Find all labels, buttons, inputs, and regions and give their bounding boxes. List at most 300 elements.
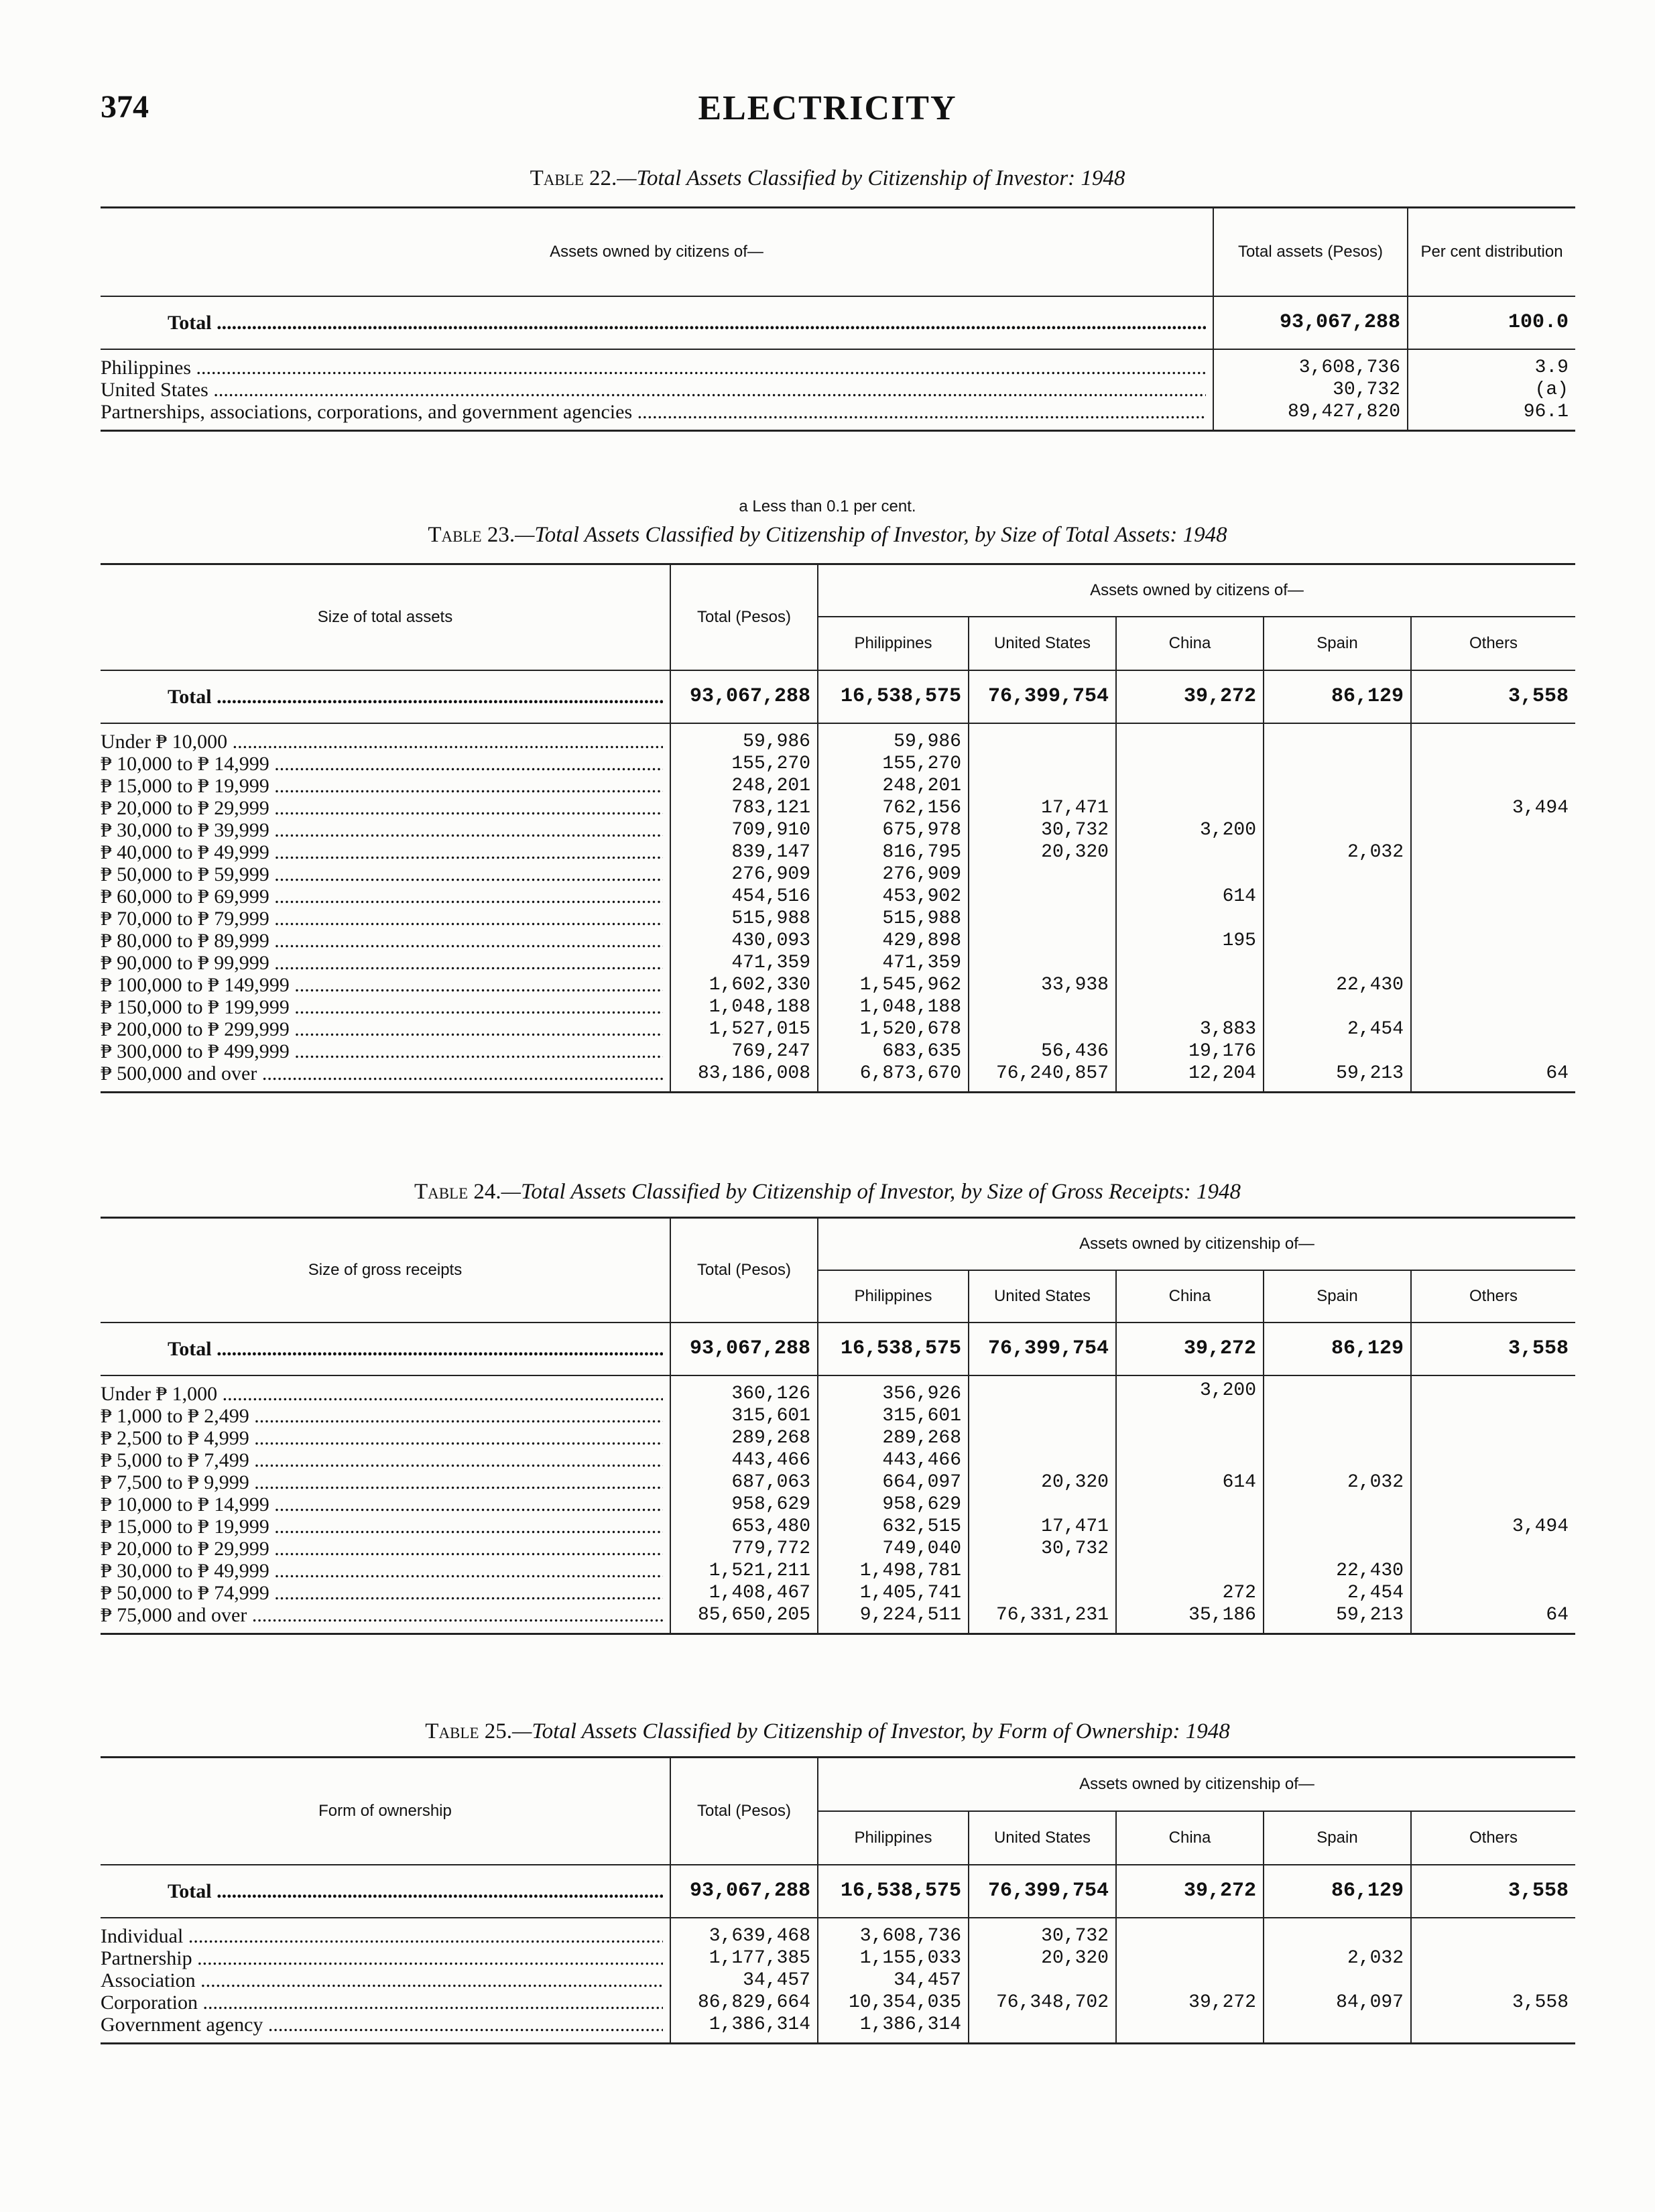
- table-row: [101, 1516, 1575, 1538]
- row-label: Partnership .....: [101, 1947, 670, 1969]
- cell: 85,650,205: [670, 1604, 818, 1634]
- cell: 59,213: [1264, 1604, 1411, 1634]
- cell: 20,320: [969, 841, 1116, 863]
- cell: 16,538,575: [818, 670, 969, 723]
- cell: [1264, 2014, 1411, 2044]
- cell: 1,048,188: [670, 996, 818, 1018]
- cell: [1264, 819, 1411, 841]
- cell: (a): [1408, 379, 1575, 401]
- cell: [1264, 723, 1411, 753]
- cell: [1116, 841, 1264, 863]
- cell: 39,272: [1116, 1323, 1264, 1375]
- col-header-philippines: Philippines: [818, 1811, 969, 1865]
- table-22-stub-header: Assets owned by citizens of—: [101, 208, 1213, 296]
- row-label: Individual .....: [101, 1918, 670, 1947]
- cell: [1116, 723, 1264, 753]
- cell: 430,093: [670, 930, 818, 952]
- row-label: ₱ 150,000 to ₱ 199,999 .....: [101, 996, 670, 1018]
- table-23-group-header: Assets owned by citizens of—: [818, 564, 1575, 617]
- table-22-title: —Total Assets Classified by Citizenship of Investor: 1948: [617, 166, 1125, 190]
- cell: 443,466: [818, 1449, 969, 1471]
- cell: [1116, 1969, 1264, 1991]
- table-row: [101, 1427, 1575, 1449]
- cell: [1411, 952, 1575, 974]
- cell: 30,732: [969, 1918, 1116, 1947]
- cell: 3,200: [1116, 1375, 1264, 1405]
- row-label: ₱ 20,000 to ₱ 29,999 .....: [101, 797, 670, 819]
- table-25-title: —Total Assets Classified by Citizenship of Investor, by Form of Ownership: 1948: [512, 1719, 1230, 1743]
- row-label: Philippines .....: [101, 349, 1213, 379]
- table-row: [101, 1471, 1575, 1493]
- row-label: Under ₱ 1,000 .....: [101, 1375, 670, 1405]
- cell: 17,471: [969, 1516, 1116, 1538]
- row-label: ₱ 50,000 to ₱ 74,999 .....: [101, 1582, 670, 1604]
- cell: [1264, 952, 1411, 974]
- cell: 195: [1116, 930, 1264, 952]
- cell: 35,186: [1116, 1604, 1264, 1634]
- cell: [969, 1493, 1116, 1516]
- row-label: ₱ 200,000 to ₱ 299,999 .....: [101, 1018, 670, 1040]
- table-24-group-header: Assets owned by citizenship of—: [818, 1218, 1575, 1270]
- cell: [1116, 1405, 1264, 1427]
- cell: [969, 908, 1116, 930]
- row-label: ₱ 20,000 to ₱ 29,999 .....: [101, 1538, 670, 1560]
- cell: [1264, 1538, 1411, 1560]
- col-header-china: China: [1116, 1811, 1264, 1865]
- cell: [969, 930, 1116, 952]
- cell: [1116, 2014, 1264, 2044]
- table-24-title: —Total Assets Classified by Citizenship of Investor, by Size of Gross Receipts: 1948: [501, 1180, 1241, 1204]
- col-header-china: China: [1116, 1270, 1264, 1323]
- cell: [1116, 1538, 1264, 1560]
- cell: 16,538,575: [818, 1865, 969, 1918]
- col-header-others: Others: [1411, 617, 1575, 670]
- row-label: ₱ 90,000 to ₱ 99,999 .....: [101, 952, 670, 974]
- row-label: Total .....: [101, 296, 1213, 349]
- cell: [1411, 1375, 1575, 1405]
- cell: 96.1: [1408, 401, 1575, 431]
- table-row: [101, 349, 1575, 379]
- table-row: [101, 952, 1575, 974]
- table-row: [101, 379, 1575, 401]
- cell: 453,902: [818, 885, 969, 908]
- col-header-others: Others: [1411, 1811, 1575, 1865]
- cell: 315,601: [818, 1405, 969, 1427]
- table-row: [101, 841, 1575, 863]
- cell: [1116, 996, 1264, 1018]
- cell: 315,601: [670, 1405, 818, 1427]
- cell: 675,978: [818, 819, 969, 841]
- cell: 3,558: [1411, 1991, 1575, 2014]
- cell: [1411, 1560, 1575, 1582]
- table-row: [101, 885, 1575, 908]
- table-row: [101, 1040, 1575, 1062]
- cell: 3,494: [1411, 797, 1575, 819]
- table-24-total-header: Total (Pesos): [670, 1218, 818, 1323]
- cell: [1411, 1969, 1575, 1991]
- cell: [969, 1018, 1116, 1040]
- table-25-stub-header: Form of ownership: [101, 1758, 670, 1865]
- col-header-united-states: United States: [969, 1270, 1116, 1323]
- cell: 2,454: [1264, 1582, 1411, 1604]
- cell: 839,147: [670, 841, 818, 863]
- row-label: ₱ 500,000 and over .....: [101, 1062, 670, 1093]
- cell: 3.9: [1408, 349, 1575, 379]
- cell: [1116, 797, 1264, 819]
- cell: 22,430: [1264, 974, 1411, 996]
- cell: [1116, 974, 1264, 996]
- row-label: ₱ 15,000 to ₱ 19,999 .....: [101, 775, 670, 797]
- cell: 59,986: [670, 723, 818, 753]
- cell: 1,602,330: [670, 974, 818, 996]
- cell: 30,732: [969, 1538, 1116, 1560]
- cell: [1411, 1040, 1575, 1062]
- cell: 276,909: [670, 863, 818, 885]
- cell: [1411, 1449, 1575, 1471]
- cell: 783,121: [670, 797, 818, 819]
- cell: [969, 1560, 1116, 1582]
- cell: 34,457: [818, 1969, 969, 1991]
- cell: 709,910: [670, 819, 818, 841]
- cell: [1411, 753, 1575, 775]
- cell: 683,635: [818, 1040, 969, 1062]
- table-row: [101, 1947, 1575, 1969]
- cell: 83,186,008: [670, 1062, 818, 1093]
- cell: 20,320: [969, 1947, 1116, 1969]
- table-row: [101, 908, 1575, 930]
- cell: 12,204: [1116, 1062, 1264, 1093]
- table-row: [101, 863, 1575, 885]
- table-22-label: Table 22.: [530, 166, 617, 190]
- cell: 471,359: [670, 952, 818, 974]
- cell: [969, 775, 1116, 797]
- col-header-philippines: Philippines: [818, 1270, 969, 1323]
- table-row: [101, 1323, 1575, 1375]
- cell: 155,270: [818, 753, 969, 775]
- row-label: Under ₱ 10,000 .....: [101, 723, 670, 753]
- table-23-stub-header: Size of total assets: [101, 564, 670, 670]
- cell: [1116, 952, 1264, 974]
- row-label: ₱ 30,000 to ₱ 39,999 .....: [101, 819, 670, 841]
- row-label: ₱ 10,000 to ₱ 14,999 .....: [101, 1493, 670, 1516]
- cell: 93,067,288: [1213, 296, 1408, 349]
- table-row: [101, 1449, 1575, 1471]
- cell: 3,608,736: [818, 1918, 969, 1947]
- cell: 515,988: [818, 908, 969, 930]
- cell: [1411, 1471, 1575, 1493]
- cell: [1116, 1449, 1264, 1471]
- cell: 3,883: [1116, 1018, 1264, 1040]
- cell: 289,268: [670, 1427, 818, 1449]
- cell: [969, 885, 1116, 908]
- table-row: [101, 2014, 1575, 2044]
- table-row: [101, 1918, 1575, 1947]
- cell: [1264, 863, 1411, 885]
- row-label: ₱ 10,000 to ₱ 14,999 .....: [101, 753, 670, 775]
- col-header-united-states: United States: [969, 617, 1116, 670]
- cell: [1411, 841, 1575, 863]
- table-row: [101, 1865, 1575, 1918]
- cell: 454,516: [670, 885, 818, 908]
- table-row: [101, 1405, 1575, 1427]
- cell: [1264, 1405, 1411, 1427]
- cell: [1264, 775, 1411, 797]
- cell: 76,399,754: [969, 1865, 1116, 1918]
- cell: 86,129: [1264, 1865, 1411, 1918]
- row-label: ₱ 15,000 to ₱ 19,999 .....: [101, 1516, 670, 1538]
- cell: [1411, 1538, 1575, 1560]
- table-23-label: Table 23.: [428, 523, 515, 547]
- cell: 39,272: [1116, 1865, 1264, 1918]
- cell: 2,032: [1264, 841, 1411, 863]
- cell: [969, 1375, 1116, 1405]
- table-22: [101, 206, 1575, 432]
- col-header-spain: Spain: [1264, 1270, 1411, 1323]
- row-label: United States .....: [101, 379, 1213, 401]
- cell: 22,430: [1264, 1560, 1411, 1582]
- cell: 89,427,820: [1213, 401, 1408, 431]
- cell: 272: [1116, 1582, 1264, 1604]
- table-row: [101, 670, 1575, 723]
- table-24-caption: [0, 1180, 1655, 1205]
- table-row: [101, 1018, 1575, 1040]
- table-22-footnote: a Less than 0.1 per cent.: [739, 497, 916, 515]
- cell: [1264, 1375, 1411, 1405]
- row-label: ₱ 60,000 to ₱ 69,999 .....: [101, 885, 670, 908]
- cell: 6,873,670: [818, 1062, 969, 1093]
- cell: [1116, 908, 1264, 930]
- cell: 614: [1116, 885, 1264, 908]
- cell: [1264, 996, 1411, 1018]
- cell: 100.0: [1408, 296, 1575, 349]
- row-label: ₱ 100,000 to ₱ 149,999 .....: [101, 974, 670, 996]
- cell: 93,067,288: [670, 1323, 818, 1375]
- cell: [1411, 885, 1575, 908]
- cell: [1116, 1493, 1264, 1516]
- cell: 16,538,575: [818, 1323, 969, 1375]
- table-22-total-header: Total assets (Pesos): [1213, 208, 1408, 296]
- table-25-caption: [0, 1719, 1655, 1744]
- cell: 360,126: [670, 1375, 818, 1405]
- cell: [969, 863, 1116, 885]
- cell: 1,155,033: [818, 1947, 969, 1969]
- row-label: ₱ 300,000 to ₱ 499,999 .....: [101, 1040, 670, 1062]
- table-23-body: [101, 670, 1575, 1093]
- cell: 1,545,962: [818, 974, 969, 996]
- cell: [1264, 1449, 1411, 1471]
- cell: 155,270: [670, 753, 818, 775]
- cell: 76,399,754: [969, 670, 1116, 723]
- cell: [1411, 996, 1575, 1018]
- table-row: [101, 753, 1575, 775]
- row-label: ₱ 50,000 to ₱ 59,999 .....: [101, 863, 670, 885]
- cell: 471,359: [818, 952, 969, 974]
- col-header-philippines: Philippines: [818, 617, 969, 670]
- cell: [1264, 1516, 1411, 1538]
- cell: 429,898: [818, 930, 969, 952]
- cell: [1411, 2014, 1575, 2044]
- cell: [1264, 885, 1411, 908]
- cell: [1411, 775, 1575, 797]
- cell: 1,521,211: [670, 1560, 818, 1582]
- page-title: ELECTRICITY: [698, 89, 957, 127]
- cell: 3,558: [1411, 670, 1575, 723]
- cell: [1116, 1560, 1264, 1582]
- cell: 1,048,188: [818, 996, 969, 1018]
- cell: 64: [1411, 1604, 1575, 1634]
- cell: 33,938: [969, 974, 1116, 996]
- row-label: ₱ 70,000 to ₱ 79,999 .....: [101, 908, 670, 930]
- table-25-body: [101, 1865, 1575, 2044]
- row-label: Total .....: [101, 1323, 670, 1375]
- cell: 3,558: [1411, 1323, 1575, 1375]
- cell: [969, 2014, 1116, 2044]
- cell: 958,629: [818, 1493, 969, 1516]
- row-label: ₱ 7,500 to ₱ 9,999 .....: [101, 1471, 670, 1493]
- row-label: ₱ 80,000 to ₱ 89,999 .....: [101, 930, 670, 952]
- cell: 632,515: [818, 1516, 969, 1538]
- cell: 443,466: [670, 1449, 818, 1471]
- row-label: ₱ 2,500 to ₱ 4,999 .....: [101, 1427, 670, 1449]
- table-23-total-header: Total (Pesos): [670, 564, 818, 670]
- cell: 30,732: [969, 819, 1116, 841]
- table-row: [101, 1538, 1575, 1560]
- cell: [1264, 1918, 1411, 1947]
- cell: 276,909: [818, 863, 969, 885]
- cell: 86,129: [1264, 670, 1411, 723]
- cell: [1264, 1040, 1411, 1062]
- cell: [969, 1582, 1116, 1604]
- table-25: [101, 1756, 1575, 2044]
- cell: [1411, 1582, 1575, 1604]
- cell: [1411, 1493, 1575, 1516]
- cell: [1116, 775, 1264, 797]
- cell: 1,408,467: [670, 1582, 818, 1604]
- cell: [1411, 863, 1575, 885]
- cell: [1264, 1493, 1411, 1516]
- table-row: [101, 819, 1575, 841]
- cell: [1411, 930, 1575, 952]
- table-row: [101, 723, 1575, 753]
- table-24: [101, 1217, 1575, 1635]
- cell: 515,988: [670, 908, 818, 930]
- cell: [1116, 1947, 1264, 1969]
- col-header-others: Others: [1411, 1270, 1575, 1323]
- col-header-spain: Spain: [1264, 1811, 1411, 1865]
- cell: 1,386,314: [818, 2014, 969, 2044]
- cell: 76,331,231: [969, 1604, 1116, 1634]
- cell: [969, 723, 1116, 753]
- col-header-united-states: United States: [969, 1811, 1116, 1865]
- cell: [969, 996, 1116, 1018]
- table-24-label: Table 24.: [414, 1180, 501, 1204]
- table-row: [101, 401, 1575, 431]
- table-row: [101, 1493, 1575, 1516]
- table-24-body: [101, 1323, 1575, 1634]
- cell: 289,268: [818, 1427, 969, 1449]
- cell: 34,457: [670, 1969, 818, 1991]
- cell: [1411, 1405, 1575, 1427]
- col-header-spain: Spain: [1264, 617, 1411, 670]
- table-22-caption: [0, 166, 1655, 191]
- cell: 17,471: [969, 797, 1116, 819]
- cell: [1264, 753, 1411, 775]
- table-row: [101, 775, 1575, 797]
- cell: 769,247: [670, 1040, 818, 1062]
- table-24-stub-header: Size of gross receipts: [101, 1218, 670, 1323]
- cell: [1411, 1427, 1575, 1449]
- cell: 1,405,741: [818, 1582, 969, 1604]
- cell: 958,629: [670, 1493, 818, 1516]
- cell: 76,348,702: [969, 1991, 1116, 2014]
- cell: 2,032: [1264, 1471, 1411, 1493]
- cell: [1264, 908, 1411, 930]
- row-label: ₱ 1,000 to ₱ 2,499 .....: [101, 1405, 670, 1427]
- cell: 1,177,385: [670, 1947, 818, 1969]
- row-label: ₱ 75,000 and over .....: [101, 1604, 670, 1634]
- table-row: [101, 1582, 1575, 1604]
- cell: 9,224,511: [818, 1604, 969, 1634]
- cell: 64: [1411, 1062, 1575, 1093]
- cell: [1116, 753, 1264, 775]
- cell: 3,494: [1411, 1516, 1575, 1538]
- cell: 749,040: [818, 1538, 969, 1560]
- cell: 664,097: [818, 1471, 969, 1493]
- table-23-title: —Total Assets Classified by Citizenship of Investor, by Size of Total Assets: 1948: [515, 523, 1227, 547]
- row-label: Government agency .....: [101, 2014, 670, 2044]
- table-22-body: [101, 296, 1575, 431]
- cell: 816,795: [818, 841, 969, 863]
- cell: 3,608,736: [1213, 349, 1408, 379]
- cell: 86,829,664: [670, 1991, 818, 2014]
- cell: 1,527,015: [670, 1018, 818, 1040]
- table-25-total-header: Total (Pesos): [670, 1758, 818, 1865]
- cell: 30,732: [1213, 379, 1408, 401]
- cell: 76,240,857: [969, 1062, 1116, 1093]
- cell: 687,063: [670, 1471, 818, 1493]
- cell: 93,067,288: [670, 1865, 818, 1918]
- cell: 2,454: [1264, 1018, 1411, 1040]
- cell: 762,156: [818, 797, 969, 819]
- table-23: [101, 563, 1575, 1093]
- table-row: [101, 930, 1575, 952]
- row-label: Partnerships, associations, corporations, and government agencies .....: [101, 401, 1213, 431]
- row-label: Corporation .....: [101, 1991, 670, 2014]
- cell: [1264, 1969, 1411, 1991]
- table-23-caption: [0, 523, 1655, 548]
- cell: [1264, 930, 1411, 952]
- cell: [1411, 974, 1575, 996]
- table-row: [101, 1969, 1575, 1991]
- cell: 19,176: [1116, 1040, 1264, 1062]
- cell: [1264, 1427, 1411, 1449]
- cell: 2,032: [1264, 1947, 1411, 1969]
- cell: 56,436: [969, 1040, 1116, 1062]
- table-row: [101, 974, 1575, 996]
- cell: 779,772: [670, 1538, 818, 1560]
- row-label: ₱ 30,000 to ₱ 49,999 .....: [101, 1560, 670, 1582]
- cell: 248,201: [670, 775, 818, 797]
- cell: 20,320: [969, 1471, 1116, 1493]
- table-row: [101, 296, 1575, 349]
- table-22-percent-header: Per cent distribution: [1408, 208, 1575, 296]
- cell: 39,272: [1116, 670, 1264, 723]
- cell: 3,558: [1411, 1865, 1575, 1918]
- cell: 356,926: [818, 1375, 969, 1405]
- cell: 39,272: [1116, 1991, 1264, 2014]
- cell: [1411, 1947, 1575, 1969]
- cell: 1,498,781: [818, 1560, 969, 1582]
